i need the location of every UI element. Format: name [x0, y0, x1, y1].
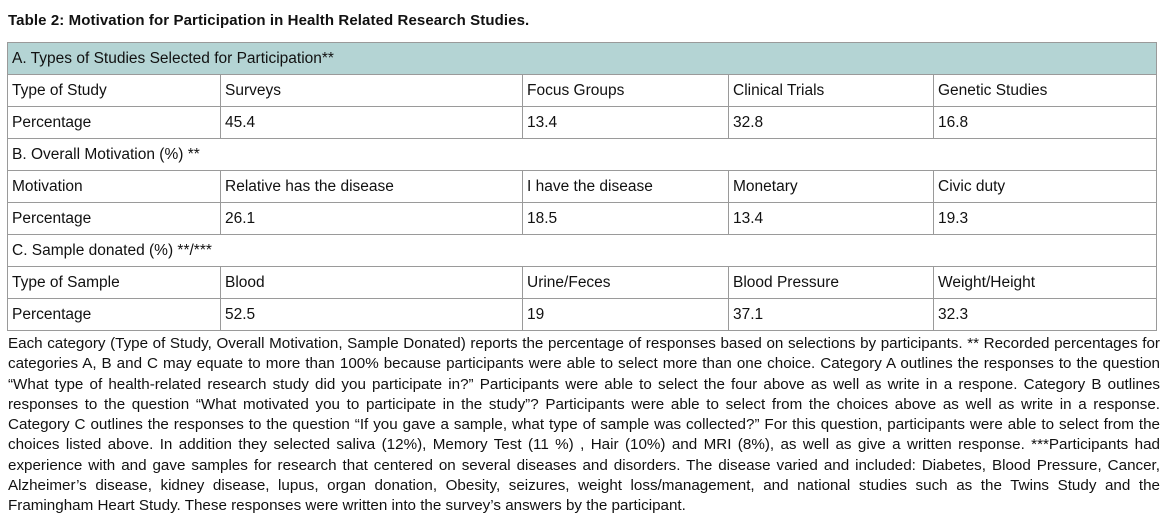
section-b-title: B. Overall Motivation (%) ** [8, 139, 1157, 171]
section-a-title: A. Types of Studies Selected for Participation** [8, 43, 1157, 75]
table-cell: Surveys [221, 75, 523, 107]
table-cell: 18.5 [523, 203, 729, 235]
table-cell: Civic duty [934, 171, 1157, 203]
table-cell: Type of Study [8, 75, 221, 107]
table-cell: 52.5 [221, 299, 523, 331]
section-c-values-row [8, 299, 1157, 331]
table-cell: 32.3 [934, 299, 1157, 331]
table-cell: 37.1 [729, 299, 934, 331]
table-caption: Table 2: Motivation for Participation in Health Related Research Studies. [8, 12, 530, 29]
table-cell: Percentage [8, 107, 221, 139]
section-a-values-row [8, 107, 1157, 139]
table-cell: Type of Sample [8, 267, 221, 299]
table-footnote: Each category (Type of Study, Overall Motivation, Sample Donated) reports the percentage of responses based on selections by participants. ** Recorded percentages for categories A, B and C may equate to more than 100% because participants were able to select more than one choice. Category A outlines the responses to the question “What type of health-related research study did you participate in?” Participants were able to select the four above as well as write in a respone. Category B outlines responses to the question “What motivated you to participate in the study”? Participants were able to select from the choices above as well as write in a response. Category C outlines the responses to the question “If you gave a sample, what type of sample was collected?” For this question, participants were able to select from the choices listed above. In addition they selected saliva (12%), Memory Test (11 %) , Hair (10%) and MRI (8%), as well as give a written response. ***Participants had experience with and gave samples for research that centered on several diseases and disorders. The disease varied and included: Diabetes, Blood Pressure, Cancer, Alzheimer’s disease, kidney disease, lupus, organ donation, Obesity, seizures, weight loss/management, and national studies such as the Twins Study and the Framingham Heart Study. These responses were written into the survey’s answers by the participant. [8, 335, 1160, 515]
table-cell: Motivation [8, 171, 221, 203]
table-cell: 32.8 [729, 107, 934, 139]
table-cell: Blood [221, 267, 523, 299]
table-cell: Urine/Feces [523, 267, 729, 299]
table-cell: Clinical Trials [729, 75, 934, 107]
table-cell: 13.4 [729, 203, 934, 235]
section-c-title-row [8, 235, 1157, 267]
table-cell: 16.8 [934, 107, 1157, 139]
table-cell: I have the disease [523, 171, 729, 203]
motivation-table [7, 42, 1157, 331]
section-b-header-row [8, 171, 1157, 203]
section-a-title-row [8, 43, 1157, 75]
table-cell: 13.4 [523, 107, 729, 139]
table-cell: Focus Groups [523, 75, 729, 107]
table-cell: 26.1 [221, 203, 523, 235]
table-cell: Blood Pressure [729, 267, 934, 299]
table-cell: Monetary [729, 171, 934, 203]
table-cell: Percentage [8, 203, 221, 235]
section-c-title: C. Sample donated (%) **/*** [8, 235, 1157, 267]
section-a-header-row [8, 75, 1157, 107]
table-cell: Genetic Studies [934, 75, 1157, 107]
table-cell: Relative has the disease [221, 171, 523, 203]
section-c-header-row [8, 267, 1157, 299]
table-cell: 45.4 [221, 107, 523, 139]
table-cell: Weight/Height [934, 267, 1157, 299]
section-b-values-row [8, 203, 1157, 235]
table-cell: 19 [523, 299, 729, 331]
section-b-title-row [8, 139, 1157, 171]
table-cell: 19.3 [934, 203, 1157, 235]
table-cell: Percentage [8, 299, 221, 331]
